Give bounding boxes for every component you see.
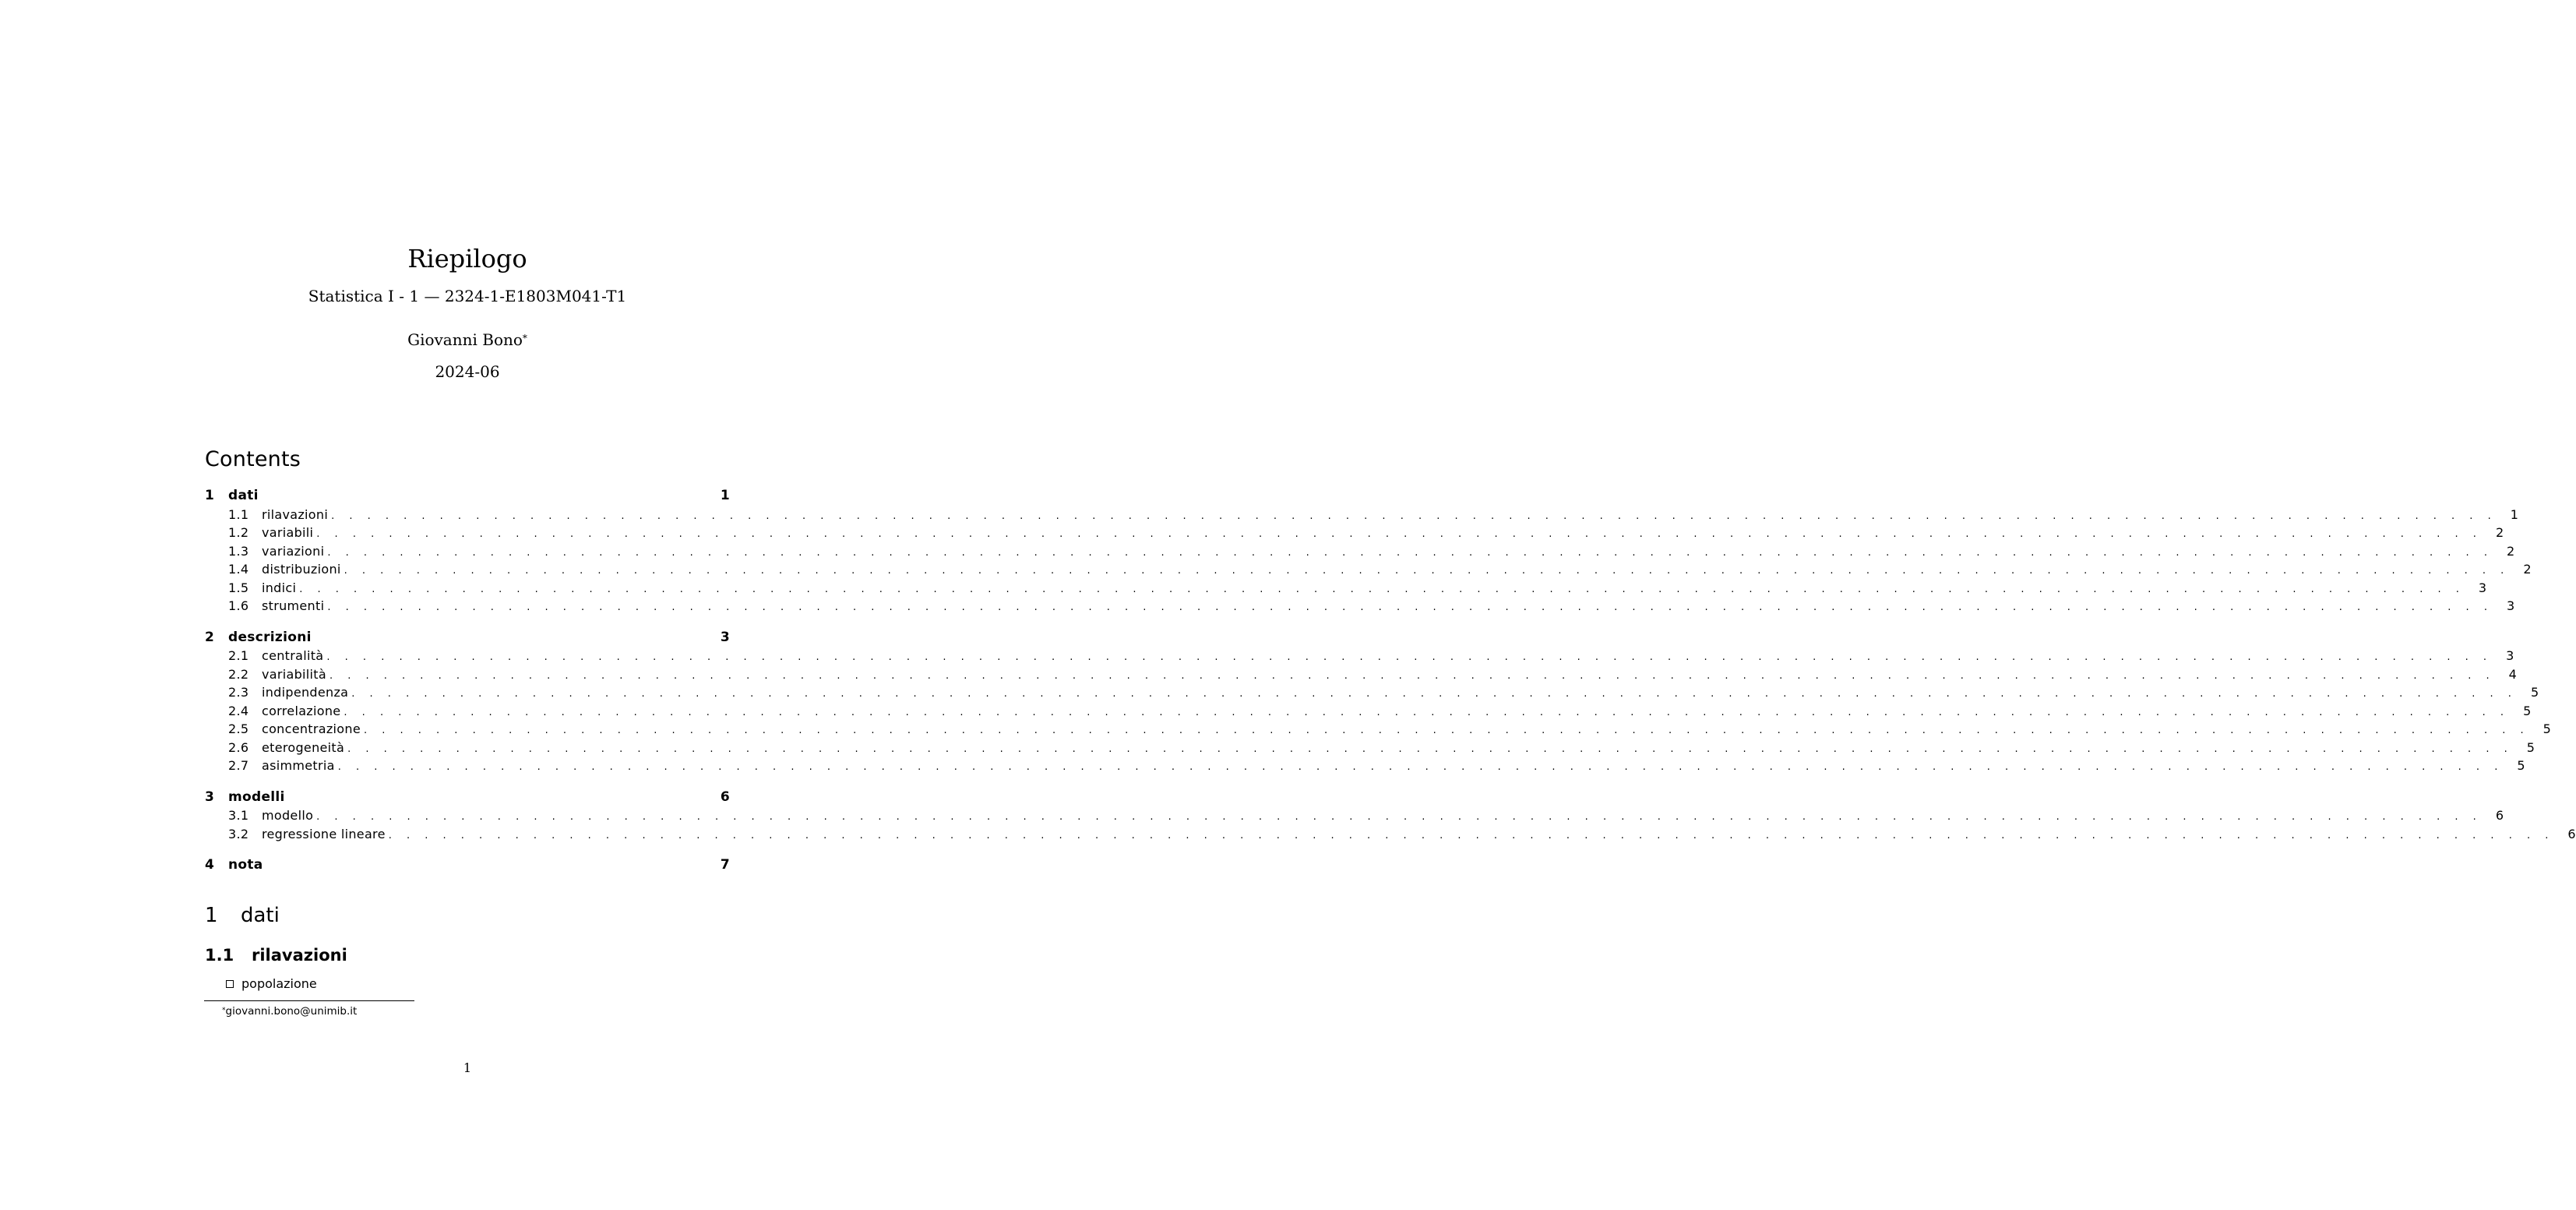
author-footnote-mark: *	[522, 333, 527, 344]
toc-page-number: 1	[2510, 506, 2519, 522]
toc-subsection-number: 1.2	[228, 525, 249, 540]
toc-entry-section-modelli[interactable]	[205, 788, 730, 807]
toc-entry-section-dati[interactable]	[205, 487, 730, 506]
toc-section	[205, 788, 2576, 844]
toc-subsection-label: regressione lineare	[262, 826, 386, 841]
toc-subsection-label: correlazione	[262, 703, 341, 718]
toc-section	[205, 856, 730, 875]
section-heading	[205, 902, 280, 929]
toc-entry-subsection-centralità[interactable]	[205, 647, 2514, 665]
toc-subsection-label: variabilità	[262, 666, 326, 682]
toc-subsection-number: 2.1	[228, 648, 249, 663]
toc-subsection-number: 2.4	[228, 703, 249, 718]
toc-dot-leader: . . . . . . . . . . . . . . . . . . . . . . . . . . . . . . . . . . . . . . . . . . . . . . . . . . . . . . . . . . . . . . . . . . . . . . . . . . . . . . . . . . . . . . . . . . . . . . . . . . . . . . . . . . . . . . . . . . . . . . . .	[326, 651, 2493, 663]
toc-page-number: 5	[2523, 703, 2532, 718]
toc-entry-subsection-correlazione[interactable]	[205, 702, 2532, 721]
toc-subsection-number: 1.3	[228, 543, 249, 559]
subsection-heading	[205, 944, 347, 967]
toc-subsection-number: 2.5	[228, 721, 249, 736]
toc-section-label: modelli	[228, 788, 285, 805]
toc-page-number: 5	[2517, 758, 2525, 773]
toc-entry-subsection-modello[interactable]	[205, 806, 2504, 825]
table-of-contents	[205, 444, 2576, 888]
toc-dot-leader: . . . . . . . . . . . . . . . . . . . . . . . . . . . . . . . . . . . . . . . . . . . . . . . . . . . . . . . . . . . . . . . . . . . . . . . . . . . . . . . . . . . . . . . . . . . . . . . . . . . . . . . . . . . . . . . . . . . . . . . .	[337, 761, 2504, 773]
toc-subsection-label: distribuzioni	[262, 562, 341, 577]
toc-subsection-number: 1.4	[228, 562, 249, 577]
toc-page-number: 7	[720, 857, 730, 873]
toc-subsection-label: strumenti	[262, 598, 325, 613]
toc-subsection-label: indici	[262, 580, 297, 595]
toc-page-number: 6	[720, 788, 730, 805]
toc-entry-subsection-eterogeneità[interactable]	[205, 739, 2535, 757]
contents-heading: Contents	[205, 447, 301, 471]
toc-dot-leader: . . . . . . . . . . . . . . . . . . . . . . . . . . . . . . . . . . . . . . . . . . . . . . . . . . . . . . . . . . . . . . . . . . . . . . . . . . . . . . . . . . . . . . . . . . . . . . . . . . . . . . . . . . . . . . . . . . . . . . . .	[316, 528, 2483, 540]
toc-page-number: 5	[2530, 685, 2539, 700]
document-title: Riepilogo	[407, 244, 527, 273]
toc-page-number: 4	[2508, 666, 2518, 682]
toc-dot-leader: . . . . . . . . . . . . . . . . . . . . . . . . . . . . . . . . . . . . . . . . . . . . . . . . . . . . . . . . . . . . . . . . . . . . . . . . . . . . . . . . . . . . . . . . . . . . . . . . . . . . . . . . . . . . . . . . . . . . . . . .	[344, 565, 2510, 577]
toc-page-number: 2	[2523, 562, 2532, 577]
bullet-list-item	[226, 975, 317, 993]
toc-dot-leader: . . . . . . . . . . . . . . . . . . . . . . . . . . . . . . . . . . . . . . . . . . . . . . . . . . . . . . . . . . . . . . . . . . . . . . . . . . . . . . . . . . . . . . . . . . . . . . . . . . . . . . . . . . . . . . . . . . . . . . . .	[363, 725, 2530, 736]
toc-entry-subsection-distribuzioni[interactable]	[205, 560, 2532, 579]
subsection-number: 1.1	[205, 946, 234, 965]
toc-subsection-number: 2.2	[228, 666, 249, 682]
toc-entry-subsection-regressione-lineare[interactable]	[205, 825, 2576, 844]
toc-list	[205, 487, 2576, 875]
toc-page-number: 1	[720, 488, 730, 503]
box-bullet-icon	[226, 980, 234, 988]
toc-page-number: 5	[2526, 739, 2535, 755]
toc-subsection-number: 2.7	[228, 758, 249, 773]
toc-dot-leader: . . . . . . . . . . . . . . . . . . . . . . . . . . . . . . . . . . . . . . . . . . . . . . . . . . . . . . . . . . . . . . . . . . . . . . . . . . . . . . . . . . . . . . . . . . . . . . . . . . . . . . . . . . . . . . . . . . . . . . . .	[316, 811, 2483, 823]
toc-subsection-label: centralità	[262, 648, 324, 663]
toc-subsection-label: modello	[262, 808, 314, 823]
document-subtitle: Statistica I - 1 — 2324-1-E1803M041-T1	[308, 287, 627, 305]
toc-dot-leader: . . . . . . . . . . . . . . . . . . . . . . . . . . . . . . . . . . . . . . . . . . . . . . . . . . . . . . . . . . . . . . . . . . . . . . . . . . . . . . . . . . . . . . . . . . . . . . . . . . . . . . . . . . . . . . . . . . . . . . . .	[331, 510, 2497, 522]
toc-section-label: descrizioni	[228, 629, 312, 645]
toc-subsection-number: 3.2	[228, 826, 249, 841]
toc-subsection-label: variabili	[262, 525, 314, 540]
author-name: Giovanni Bono	[407, 330, 523, 349]
footnote-email: giovanni.bono@unimib.it	[225, 1005, 358, 1018]
toc-page-number: 5	[2543, 721, 2552, 736]
toc-page-number: 2	[2495, 525, 2504, 540]
bullet-label: popolazione	[241, 976, 317, 991]
toc-section-number: 1	[205, 488, 215, 503]
toc-entry-subsection-strumenti[interactable]	[205, 597, 2515, 616]
toc-section-label: dati	[228, 488, 259, 503]
toc-subsection-label: indipendenza	[262, 685, 349, 700]
toc-dot-leader: . . . . . . . . . . . . . . . . . . . . . . . . . . . . . . . . . . . . . . . . . . . . . . . . . . . . . . . . . . . . . . . . . . . . . . . . . . . . . . . . . . . . . . . . . . . . . . . . . . . . . . . . . . . . . . . . . . . . . . . .	[347, 743, 2514, 755]
title-block	[0, 243, 935, 381]
toc-dot-leader: . . . . . . . . . . . . . . . . . . . . . . . . . . . . . . . . . . . . . . . . . . . . . . . . . . . . . . . . . . . . . . . . . . . . . . . . . . . . . . . . . . . . . . . . . . . . . . . . . . . . . . . . . . . . . . . . . . . . . . . .	[299, 583, 2465, 595]
toc-subsection-number: 2.3	[228, 685, 249, 700]
toc-section-label: nota	[228, 857, 263, 873]
toc-subsection-number: 1.1	[228, 506, 249, 522]
toc-subsection-label: variazioni	[262, 543, 325, 559]
document-date: 2024-06	[435, 362, 500, 381]
toc-entry-subsection-variazioni[interactable]	[205, 542, 2515, 561]
toc-subsection-number: 2.6	[228, 739, 249, 755]
footnote	[222, 1005, 357, 1018]
section-number: 1	[205, 904, 218, 927]
toc-section	[205, 487, 2532, 616]
toc-entry-subsection-variabilità[interactable]	[205, 665, 2518, 684]
toc-entry-subsection-indici[interactable]	[205, 579, 2487, 598]
toc-entry-subsection-concentrazione[interactable]	[205, 720, 2552, 739]
toc-dot-leader: . . . . . . . . . . . . . . . . . . . . . . . . . . . . . . . . . . . . . . . . . . . . . . . . . . . . . . . . . . . . . . . . . . . . . . . . . . . . . . . . . . . . . . . . . . . . . . . . . . . . . . . . . . . . . . . . . . . . . . . .	[327, 601, 2493, 613]
toc-page-number: 2	[2506, 543, 2515, 559]
toc-page-number: 3	[2478, 580, 2487, 595]
toc-section-number: 2	[205, 629, 215, 645]
toc-entry-subsection-indipendenza[interactable]	[205, 683, 2539, 702]
toc-entry-section-descrizioni[interactable]	[205, 629, 730, 647]
toc-subsection-label: rilavazioni	[262, 506, 329, 522]
toc-section-number: 4	[205, 857, 215, 873]
toc-page-number: 6	[2495, 808, 2504, 823]
toc-page-number: 3	[2506, 648, 2514, 663]
section-title: dati	[241, 904, 280, 927]
toc-section	[205, 629, 2552, 775]
toc-subsection-number: 1.5	[228, 580, 249, 595]
toc-page-number: 6	[2567, 826, 2576, 841]
toc-entry-subsection-asimmetria[interactable]	[205, 757, 2525, 775]
toc-entry-subsection-rilavazioni[interactable]	[205, 506, 2519, 524]
toc-subsection-label: asimmetria	[262, 758, 335, 773]
toc-dot-leader: . . . . . . . . . . . . . . . . . . . . . . . . . . . . . . . . . . . . . . . . . . . . . . . . . . . . . . . . . . . . . . . . . . . . . . . . . . . . . . . . . . . . . . . . . . . . . . . . . . . . . . . . . . . . . . . . . . . . . . . .	[344, 706, 2510, 718]
toc-section-number: 3	[205, 788, 215, 805]
toc-dot-leader: . . . . . . . . . . . . . . . . . . . . . . . . . . . . . . . . . . . . . . . . . . . . . . . . . . . . . . . . . . . . . . . . . . . . . . . . . . . . . . . . . . . . . . . . . . . . . . . . . . . . . . . . . . . . . . . . . . . . . . . .	[327, 546, 2493, 559]
toc-dot-leader: . . . . . . . . . . . . . . . . . . . . . . . . . . . . . . . . . . . . . . . . . . . . . . . . . . . . . . . . . . . . . . . . . . . . . . . . . . . . . . . . . . . . . . . . . . . . . . . . . . . . . . . . . . . . . . . . . . . . . . . .	[388, 829, 2554, 841]
toc-page-number: 3	[720, 629, 730, 645]
footnote-rule	[204, 1000, 414, 1001]
toc-entry-subsection-variabili[interactable]	[205, 524, 2504, 542]
toc-subsection-label: concentrazione	[262, 721, 361, 736]
page-number: 1	[463, 1060, 472, 1075]
toc-subsection-number: 3.1	[228, 808, 249, 823]
subsection-title: rilavazioni	[252, 946, 347, 965]
toc-page-number: 3	[2506, 598, 2515, 613]
toc-subsection-label: eterogeneità	[262, 739, 345, 755]
footnote-mark: *	[222, 1007, 226, 1014]
toc-entry-section-nota[interactable]	[205, 856, 730, 875]
toc-dot-leader: . . . . . . . . . . . . . . . . . . . . . . . . . . . . . . . . . . . . . . . . . . . . . . . . . . . . . . . . . . . . . . . . . . . . . . . . . . . . . . . . . . . . . . . . . . . . . . . . . . . . . . . . . . . . . . . . . . . . . . . .	[329, 669, 2496, 682]
document-author	[0, 330, 935, 349]
toc-dot-leader: . . . . . . . . . . . . . . . . . . . . . . . . . . . . . . . . . . . . . . . . . . . . . . . . . . . . . . . . . . . . . . . . . . . . . . . . . . . . . . . . . . . . . . . . . . . . . . . . . . . . . . . . . . . . . . . . . . . . . . . .	[351, 688, 2518, 700]
toc-subsection-number: 1.6	[228, 598, 249, 613]
